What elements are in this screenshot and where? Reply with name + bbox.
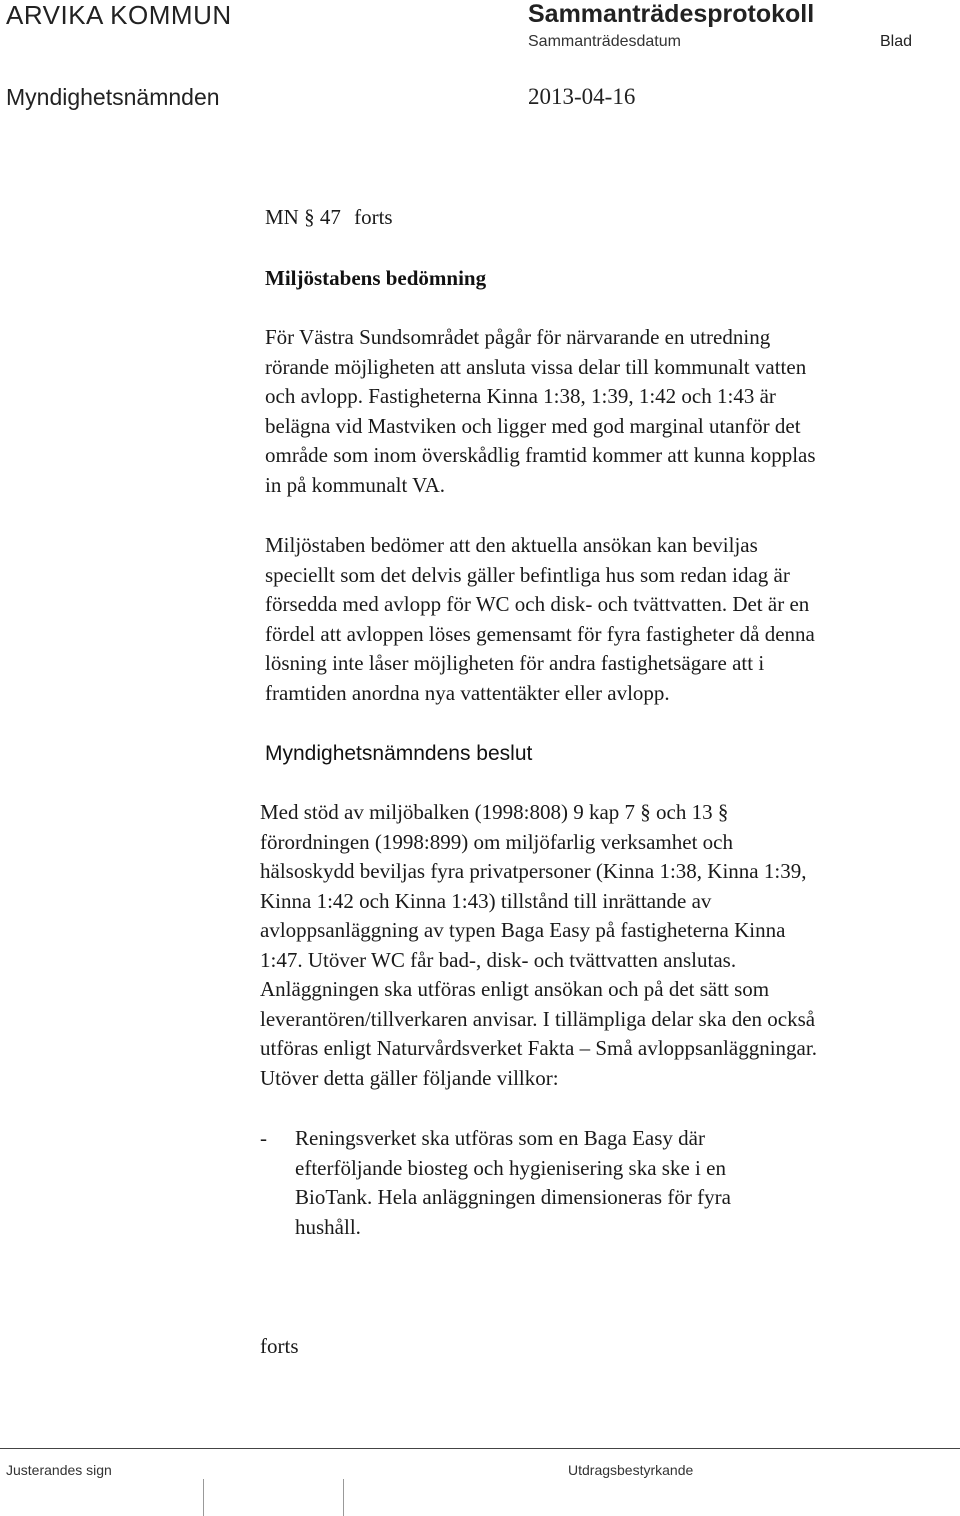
text-line: speciellt som det delvis gäller befintliga hus som redan idag är bbox=[265, 562, 790, 587]
footer-divider bbox=[0, 1448, 960, 1449]
assessment-paragraph-2 bbox=[265, 531, 815, 708]
text-line: hälsoskydd beviljas fyra privatpersoner (Kinna 1:38, Kinna 1:39, bbox=[260, 859, 807, 883]
decision-heading: Myndighetsnämndens beslut bbox=[265, 742, 533, 765]
text-line: leverantören/tillverkaren anvisar. I tillämpliga delar ska den också bbox=[260, 1006, 816, 1031]
assessment-paragraph-1 bbox=[265, 323, 816, 500]
text-line: förordningen (1998:899) om miljöfarlig verksamhet och bbox=[260, 829, 733, 854]
text-line: belägna vid Mastviken och ligger med god marginal utanför det bbox=[265, 413, 801, 438]
case-continued: forts bbox=[354, 205, 393, 229]
sheet-label: Blad bbox=[880, 33, 913, 50]
text-line: hushåll. bbox=[295, 1214, 361, 1239]
condition-bullet: - bbox=[260, 1126, 267, 1150]
text-line: Miljöstaben bedömer att den aktuella ansökan kan beviljas bbox=[265, 533, 758, 557]
text-line bbox=[260, 798, 817, 828]
certification-label: Utdragsbestyrkande bbox=[568, 1462, 694, 1478]
text-line: Kinna 1:42 och Kinna 1:43) tillstånd till inrättande av bbox=[260, 888, 712, 913]
text-line: försedda med avlopp för WC och disk- och tvättvatten. Det är en bbox=[265, 592, 810, 616]
continued-note: forts bbox=[260, 1334, 299, 1358]
section-sign: § bbox=[717, 800, 729, 824]
text-line: Utöver detta gäller följande villkor: bbox=[260, 1065, 559, 1090]
line-part: och 13 bbox=[650, 800, 718, 824]
text-line: För Västra Sundsområdet pågår för närvarande en utredning bbox=[265, 325, 771, 349]
text-line: framtiden anordna nya vattentäkter eller avlopp. bbox=[265, 680, 670, 705]
text-line: 1:47. Utöver WC får bad-, disk- och tvättvatten anslutas. bbox=[260, 947, 737, 972]
text-line: Anläggningen ska utföras enligt ansökan och på det sätt som bbox=[260, 977, 770, 1001]
condition-item bbox=[295, 1124, 731, 1242]
text-line: och avlopp. Fastigheterna Kinna 1:38, 1:39, 1:42 och 1:43 är bbox=[265, 384, 776, 408]
text-line: in på kommunalt VA. bbox=[265, 472, 446, 497]
text-line: Reningsverket ska utföras som en Baga Easy där bbox=[295, 1126, 705, 1150]
decision-paragraph bbox=[260, 798, 817, 1093]
case-number-value: 47 bbox=[319, 205, 341, 229]
signature-box-divider bbox=[343, 1479, 344, 1516]
case-prefix: MN bbox=[265, 205, 299, 229]
justification-label: Justerandes sign bbox=[6, 1462, 112, 1478]
organization-name: ARVIKA KOMMUN bbox=[6, 0, 232, 30]
text-line: lösning inte låser möjligheten för andra fastighetsägare att i bbox=[265, 651, 765, 675]
text-line: efterföljande biosteg och hygienisering ska ske i en bbox=[295, 1155, 726, 1180]
text-line: avloppsanläggning av typen Baga Easy på fastigheterna Kinna bbox=[260, 918, 786, 942]
section-sign: § bbox=[640, 800, 651, 824]
text-line: område som inom överskådlig framtid kommer att kunna kopplas bbox=[265, 443, 816, 467]
date-label: Sammanträdesdatum bbox=[528, 33, 681, 50]
text-line: utföras enligt Naturvårdsverket Fakta – Små avloppsanläggningar. bbox=[260, 1036, 817, 1060]
line-part: Med stöd av miljöbalken (1998:808) 9 kap 7 bbox=[260, 800, 641, 824]
signature-box-divider bbox=[203, 1479, 204, 1516]
assessment-heading: Miljöstabens bedömning bbox=[265, 266, 487, 290]
text-line: rörande möjligheten att ansluta vissa delar till kommunalt vatten bbox=[265, 354, 807, 379]
document-type: Sammanträdesprotokoll bbox=[528, 0, 815, 28]
section-sign: § bbox=[304, 205, 315, 229]
case-number bbox=[265, 203, 393, 233]
meeting-date: 2013-04-16 bbox=[528, 84, 636, 109]
text-line: BioTank. Hela anläggningen dimensioneras för fyra bbox=[295, 1185, 731, 1209]
board-name: Myndighetsnämnden bbox=[6, 84, 220, 110]
text-line: fördel att avloppen löses gemensamt för fyra fastigheter då denna bbox=[265, 621, 815, 646]
